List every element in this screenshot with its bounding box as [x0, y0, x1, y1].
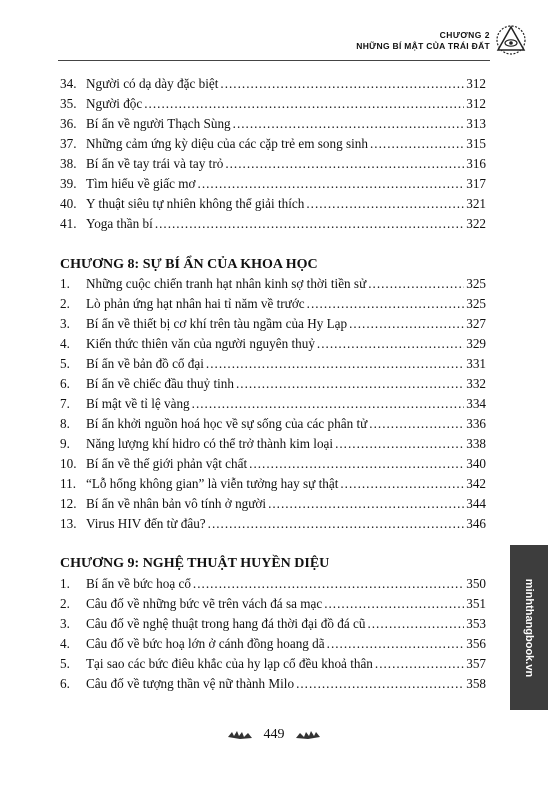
entry-title: Bí ẩn về bức hoạ cổ	[86, 576, 191, 591]
entry-number: 1.	[60, 576, 70, 591]
entry-title: Bí ẩn về chiếc đầu thuỷ tinh	[86, 376, 234, 391]
entry-title: Bí ẩn khởi nguồn hoá học về sự sống của các phân tử	[86, 416, 368, 431]
entry-title: Tại sao các bức điêu khắc của hy lạp cổ đều khoả thân	[86, 656, 373, 671]
entry-number: 5.	[60, 656, 70, 671]
entry-title: Bí ẩn về tay trái và tay trỏ	[86, 156, 224, 171]
entry-page: 315	[466, 136, 486, 151]
entry-page: 351	[466, 596, 486, 611]
leader-dots	[225, 156, 464, 172]
entry-title: Những cuộc chiến tranh hạt nhân kinh sợ thời tiền sử	[86, 276, 367, 291]
entry-number: 35.	[60, 96, 77, 111]
page-number: 449	[263, 727, 285, 742]
leader-dots	[340, 476, 464, 492]
leader-dots	[233, 116, 465, 132]
entry-page: 357	[466, 656, 486, 671]
toc-section-continued	[60, 76, 486, 236]
entry-number: 4.	[60, 636, 70, 651]
entry-number: 10.	[60, 456, 77, 471]
entry-title: Yoga thần bí	[86, 216, 153, 231]
entry-number: 13.	[60, 516, 77, 531]
toc-chapter-9	[60, 576, 486, 696]
toc-entry	[60, 376, 486, 396]
entry-title: Năng lượng khí hidro có thể trở thành kim loại	[86, 436, 334, 451]
toc-entry	[60, 276, 486, 296]
running-header	[356, 30, 490, 52]
entry-title: Câu đố về tượng thần vệ nữ thành Milo	[86, 676, 295, 691]
entry-title: Bí ẩn về người Thạch Sùng	[86, 116, 231, 131]
toc-entry	[60, 96, 486, 116]
entry-page: 340	[466, 456, 486, 471]
entry-number: 39.	[60, 176, 77, 191]
entry-number: 9.	[60, 436, 70, 451]
leader-dots	[208, 516, 465, 532]
entry-title: Kiến thức thiên văn của người nguyên thuỷ	[86, 336, 315, 351]
side-tab	[510, 545, 548, 710]
entry-page: 353	[466, 616, 486, 631]
entry-number: 37.	[60, 136, 77, 151]
entry-number: 11.	[60, 476, 76, 491]
entry-page: 350	[466, 576, 486, 591]
toc-entry	[60, 156, 486, 176]
toc-entry	[60, 576, 486, 596]
entry-number: 41.	[60, 216, 77, 231]
entry-number: 38.	[60, 156, 77, 171]
toc-entry	[60, 676, 486, 696]
toc-entry	[60, 496, 486, 516]
leader-dots	[249, 456, 464, 472]
entry-page: 356	[466, 636, 486, 651]
toc-entry	[60, 316, 486, 336]
leader-dots	[369, 416, 464, 432]
toc-entry	[60, 196, 486, 216]
page-footer	[0, 727, 548, 743]
leader-dots	[375, 656, 464, 672]
entry-number: 6.	[60, 676, 70, 691]
entry-page: 313	[466, 116, 486, 131]
entry-title: Virus HIV đến từ đâu?	[86, 516, 206, 531]
header-chapter: CHƯƠNG 2	[439, 30, 490, 40]
toc-entry	[60, 176, 486, 196]
toc-chapter-8	[60, 276, 486, 536]
entry-number: 4.	[60, 336, 70, 351]
leader-dots	[220, 76, 464, 92]
leader-dots	[206, 356, 464, 372]
entry-page: 346	[466, 516, 486, 531]
entry-page: 329	[466, 336, 486, 351]
leader-dots	[335, 436, 464, 452]
leader-dots	[198, 176, 465, 192]
toc-entry	[60, 476, 486, 496]
entry-title: Y thuật siêu tự nhiên không thể giải thích	[86, 196, 305, 211]
entry-title: Bí mật về tỉ lệ vàng	[86, 396, 190, 411]
entry-page: 325	[466, 296, 486, 311]
toc-entry	[60, 296, 486, 316]
entry-title: Tìm hiểu về giấc mơ	[86, 176, 196, 191]
entry-page: 342	[466, 476, 486, 491]
chapter-8-heading: CHƯƠNG 8: SỰ BÍ ẨN CỦA KHOA HỌC	[60, 257, 318, 272]
entry-number: 7.	[60, 396, 70, 411]
header-subtitle: NHỮNG BÍ MẬT CỦA TRÁI ĐẤT	[356, 41, 490, 51]
chapter-9-heading: CHƯƠNG 9: NGHỆ THUẬT HUYỀN DIỆU	[60, 556, 330, 571]
entry-title: Người độc	[86, 96, 143, 111]
toc-entry	[60, 436, 486, 456]
entry-number: 2.	[60, 296, 70, 311]
entry-title: “Lỗ hổng không gian” là viễn tưởng hay sự thật	[86, 476, 339, 491]
entry-page: 358	[466, 676, 486, 691]
entry-title: Bí ẩn về thiết bị cơ khí trên tàu ngầm của Hy Lạp	[86, 316, 348, 331]
entry-title: Lò phản ứng hạt nhân hai tỉ năm về trước	[86, 296, 305, 311]
leader-dots	[155, 216, 464, 232]
toc-entry	[60, 136, 486, 156]
entry-title: Người có dạ dày đặc biệt	[86, 76, 219, 91]
leader-dots	[236, 376, 464, 392]
entry-number: 3.	[60, 316, 70, 331]
entry-number: 5.	[60, 356, 70, 371]
toc-entry	[60, 636, 486, 656]
entry-page: 322	[466, 216, 486, 231]
toc-entry	[60, 516, 486, 536]
entry-page: 312	[466, 96, 486, 111]
entry-page: 316	[466, 156, 486, 171]
entry-title: Câu đố về bức hoạ lớn ở cánh đồng hoang dã	[86, 636, 325, 651]
leader-dots	[367, 616, 464, 632]
entry-page: 312	[466, 76, 486, 91]
left-ornament-icon	[226, 729, 254, 741]
entry-title: Bí ẩn về nhân bản vô tính ở người	[86, 496, 267, 511]
toc-entry	[60, 336, 486, 356]
toc-entry	[60, 416, 486, 436]
entry-title: Câu đố về những bức vẽ trên vách đá sa mạc	[86, 596, 323, 611]
eye-triangle-logo-icon	[494, 22, 528, 56]
leader-dots	[324, 596, 464, 612]
entry-number: 6.	[60, 376, 70, 391]
toc-entry	[60, 76, 486, 96]
leader-dots	[193, 576, 464, 592]
leader-dots	[192, 396, 465, 412]
leader-dots	[327, 636, 465, 652]
toc-entry	[60, 656, 486, 676]
toc-entry	[60, 616, 486, 636]
entry-page: 317	[466, 176, 486, 191]
entry-page: 327	[466, 316, 486, 331]
entry-page: 334	[466, 396, 486, 411]
toc-entry	[60, 356, 486, 376]
leader-dots	[368, 276, 464, 292]
entry-title: Những cảm ứng kỳ diệu của các cặp trẻ em song sinh	[86, 136, 368, 151]
leader-dots	[349, 316, 464, 332]
entry-page: 336	[466, 416, 486, 431]
toc-entry	[60, 596, 486, 616]
entry-title: Bí ẩn về thế giới phản vật chất	[86, 456, 248, 471]
leader-dots	[307, 296, 465, 312]
website-label: minhthangbook.vn	[523, 578, 535, 677]
leader-dots	[317, 336, 464, 352]
toc-entry	[60, 456, 486, 476]
entry-page: 325	[466, 276, 486, 291]
leader-dots	[296, 676, 464, 692]
entry-page: 344	[466, 496, 486, 511]
entry-number: 34.	[60, 76, 77, 91]
entry-number: 12.	[60, 496, 77, 511]
entry-number: 3.	[60, 616, 70, 631]
entry-page: 321	[466, 196, 486, 211]
toc-entry	[60, 396, 486, 416]
entry-number: 2.	[60, 596, 70, 611]
entry-title: Bí ẩn về bản đồ cổ đại	[86, 356, 204, 371]
entry-number: 8.	[60, 416, 70, 431]
entry-number: 40.	[60, 196, 77, 211]
entry-page: 332	[466, 376, 486, 391]
entry-page: 331	[466, 356, 486, 371]
entry-number: 36.	[60, 116, 77, 131]
leader-dots	[306, 196, 464, 212]
entry-number: 1.	[60, 276, 70, 291]
leader-dots	[370, 136, 464, 152]
header-divider	[58, 60, 490, 61]
right-ornament-icon	[294, 729, 322, 741]
toc-entry	[60, 216, 486, 236]
leader-dots	[268, 496, 464, 512]
leader-dots	[144, 96, 464, 112]
entry-title: Câu đố về nghệ thuật trong hang đá thời đại đồ đá cũ	[86, 616, 366, 631]
toc-entry	[60, 116, 486, 136]
entry-page: 338	[466, 436, 486, 451]
